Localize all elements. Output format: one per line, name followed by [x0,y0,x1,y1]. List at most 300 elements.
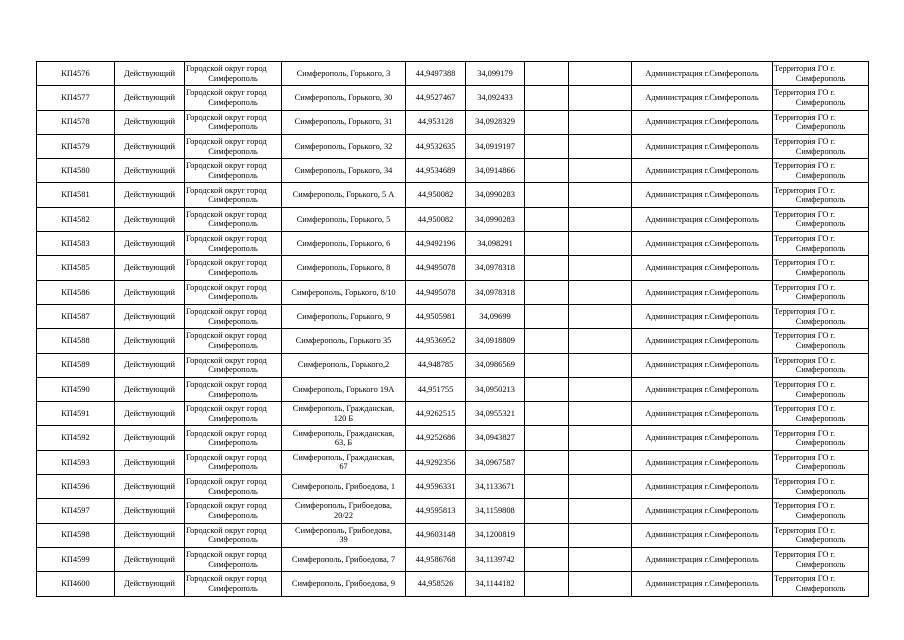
cell-id: КП4579 [37,134,115,158]
cell-territory-line: Территория ГО г. [774,331,836,341]
registry-table [36,61,869,597]
cell-district-line: Городской округ город [186,428,267,438]
cell-empty-2 [569,256,632,280]
cell-district [185,110,282,134]
cell-territory-line: Симферополь [795,462,846,472]
cell-district [185,183,282,207]
cell-district-line: Симферополь [208,73,258,83]
cell-territory-line: Симферополь [795,535,846,545]
cell-owner: Администрация г.Симферополь [632,377,773,401]
cell-address-line: Симферополь, Гражданская, [292,404,395,414]
cell-id: КП4578 [37,110,115,134]
cell-territory-line: Территория ГО г. [774,282,836,292]
cell-empty-1 [525,280,569,304]
cell-territory-line: Территория ГО г. [774,452,836,462]
cell-latitude: 44,9262515 [406,402,466,426]
table-row [37,304,869,328]
table-row [37,280,869,304]
cell-owner: Администрация г.Симферополь [632,232,773,256]
cell-empty-1 [525,353,569,377]
cell-territory-line: Симферополь [795,73,846,83]
cell-territory-line: Симферополь [795,583,846,593]
cell-latitude: 44,958526 [406,572,466,596]
cell-district-line: Городской округ город [186,112,267,122]
cell-address-line: 120 Б [333,413,354,423]
cell-latitude: 44,9492196 [406,232,466,256]
cell-territory [773,402,869,426]
cell-district [185,450,282,474]
cell-address-line: Симферополь, Грибоедова, 7 [291,554,396,564]
table-row [37,523,869,547]
cell-status: Действующий [115,475,185,499]
cell-district [185,353,282,377]
cell-territory-line: Симферополь [795,268,846,278]
cell-owner: Администрация г.Симферополь [632,475,773,499]
cell-owner: Администрация г.Симферополь [632,329,773,353]
cell-status: Действующий [115,377,185,401]
cell-empty-1 [525,475,569,499]
cell-district-line: Симферополь [208,170,258,180]
cell-address [282,499,406,523]
cell-longitude: 34,0914866 [466,159,525,183]
cell-district-line: Городской округ город [186,501,267,511]
cell-territory [773,207,869,231]
cell-address [282,232,406,256]
cell-territory-line: Территория ГО г. [774,136,836,146]
cell-address-line: Симферополь, Горького, 8 [296,263,391,273]
table-row [37,207,869,231]
cell-district-line: Симферополь [208,316,258,326]
cell-longitude: 34,0943827 [466,426,525,450]
cell-district-line: Симферополь [208,486,258,496]
cell-owner: Администрация г.Симферополь [632,499,773,523]
cell-latitude: 44,953128 [406,110,466,134]
cell-territory [773,62,869,86]
cell-id: КП4589 [37,353,115,377]
cell-territory [773,280,869,304]
cell-latitude: 44,951755 [406,377,466,401]
cell-id: КП4593 [37,450,115,474]
cell-id: КП4587 [37,304,115,328]
cell-district [185,377,282,401]
cell-district [185,134,282,158]
cell-district-line: Городской округ город [186,282,267,292]
cell-empty-2 [569,183,632,207]
table-row [37,450,869,474]
cell-empty-1 [525,159,569,183]
cell-district-line: Симферополь [208,243,258,253]
cell-address-line: Симферополь, Горького, 9 [296,311,391,321]
cell-territory [773,183,869,207]
cell-territory-line: Симферополь [795,122,846,132]
cell-empty-1 [525,86,569,110]
cell-address-line: 20/22 [333,510,354,520]
cell-address-line: Симферополь, Горького, 5 [296,214,391,224]
cell-status: Действующий [115,450,185,474]
cell-district-line: Симферополь [208,389,258,399]
cell-id: КП4598 [37,523,115,547]
cell-latitude: 44,9497388 [406,62,466,86]
cell-latitude: 44,950082 [406,207,466,231]
cell-status: Действующий [115,547,185,571]
cell-id: КП4597 [37,499,115,523]
cell-id: КП4590 [37,377,115,401]
cell-empty-2 [569,523,632,547]
cell-address [282,207,406,231]
cell-owner: Администрация г.Симферополь [632,110,773,134]
cell-latitude: 44,9536952 [406,329,466,353]
cell-status: Действующий [115,499,185,523]
cell-owner: Администрация г.Симферополь [632,547,773,571]
cell-latitude: 44,9534689 [406,159,466,183]
cell-longitude: 34,0978318 [466,280,525,304]
cell-territory-line: Симферополь [795,389,846,399]
cell-longitude: 34,0986569 [466,353,525,377]
cell-status: Действующий [115,304,185,328]
cell-territory-line: Территория ГО г. [774,88,836,98]
cell-territory-line: Симферополь [795,292,846,302]
cell-address [282,110,406,134]
cell-empty-2 [569,377,632,401]
cell-district-line: Городской округ город [186,525,267,535]
cell-district [185,572,282,596]
cell-district-line: Симферополь [208,97,258,107]
cell-district [185,232,282,256]
cell-empty-2 [569,426,632,450]
cell-latitude: 44,9586768 [406,547,466,571]
cell-empty-2 [569,159,632,183]
cell-territory [773,353,869,377]
cell-district-line: Симферополь [208,340,258,350]
cell-district-line: Симферополь [208,535,258,545]
cell-territory-line: Территория ГО г. [774,234,836,244]
cell-empty-1 [525,523,569,547]
cell-district-line: Симферополь [208,268,258,278]
cell-id: КП4600 [37,572,115,596]
cell-id: КП4581 [37,183,115,207]
cell-address-line: 67 [339,462,348,472]
cell-empty-1 [525,110,569,134]
cell-district-line: Городской округ город [186,355,267,365]
cell-address [282,353,406,377]
cell-empty-1 [525,134,569,158]
cell-empty-1 [525,572,569,596]
cell-district-line: Симферополь [208,122,258,132]
cell-owner: Администрация г.Симферополь [632,353,773,377]
cell-address [282,134,406,158]
cell-owner: Администрация г.Симферополь [632,450,773,474]
table-row [37,62,869,86]
cell-district-line: Городской округ город [186,234,267,244]
cell-id: КП4596 [37,475,115,499]
cell-longitude: 34,0990283 [466,207,525,231]
cell-territory [773,86,869,110]
cell-territory [773,475,869,499]
cell-address-line: Симферополь, Горького, 8/10 [291,287,396,297]
cell-empty-1 [525,256,569,280]
cell-empty-2 [569,353,632,377]
cell-territory-line: Территория ГО г. [774,379,836,389]
cell-empty-2 [569,499,632,523]
cell-latitude: 44,9252686 [406,426,466,450]
cell-status: Действующий [115,353,185,377]
cell-territory-line: Территория ГО г. [774,404,836,414]
table-row [37,232,869,256]
cell-territory [773,377,869,401]
cell-district-line: Городской округ город [186,307,267,317]
cell-territory-line: Симферополь [795,219,846,229]
cell-territory-line: Симферополь [795,438,846,448]
table-row [37,426,869,450]
cell-status: Действующий [115,329,185,353]
cell-territory [773,450,869,474]
cell-district-line: Симферополь [208,438,258,448]
cell-territory-line: Территория ГО г. [774,112,836,122]
cell-status: Действующий [115,523,185,547]
cell-owner: Администрация г.Симферополь [632,159,773,183]
cell-address [282,402,406,426]
table-row [37,134,869,158]
cell-longitude: 34,0950213 [466,377,525,401]
cell-district-line: Городской округ город [186,452,267,462]
cell-territory [773,499,869,523]
cell-empty-2 [569,304,632,328]
cell-address [282,426,406,450]
cell-district-line: Симферополь [208,195,258,205]
cell-status: Действующий [115,572,185,596]
cell-id: КП4577 [37,86,115,110]
cell-territory-line: Симферополь [795,195,846,205]
cell-longitude: 34,1133671 [466,475,525,499]
cell-address [282,572,406,596]
cell-district-line: Городской округ город [186,136,267,146]
cell-id: КП4583 [37,232,115,256]
cell-district [185,86,282,110]
cell-district [185,426,282,450]
cell-empty-2 [569,402,632,426]
cell-address [282,547,406,571]
cell-id: КП4592 [37,426,115,450]
cell-territory-line: Территория ГО г. [774,549,836,559]
cell-district [185,280,282,304]
cell-address [282,377,406,401]
cell-empty-1 [525,304,569,328]
cell-empty-2 [569,134,632,158]
cell-district-line: Городской округ город [186,185,267,195]
cell-latitude: 44,9527467 [406,86,466,110]
cell-empty-2 [569,62,632,86]
cell-owner: Администрация г.Симферополь [632,183,773,207]
cell-address-line: Симферополь, Гражданская, [292,428,395,438]
cell-longitude: 34,0955321 [466,402,525,426]
cell-address [282,475,406,499]
cell-longitude: 34,1139742 [466,547,525,571]
cell-territory-line: Территория ГО г. [774,574,836,584]
cell-territory-line: Территория ГО г. [774,209,836,219]
cell-territory-line: Симферополь [795,146,846,156]
cell-status: Действующий [115,183,185,207]
cell-address-line: 39 [339,535,348,545]
cell-address [282,280,406,304]
cell-id: КП4599 [37,547,115,571]
cell-territory-line: Симферополь [795,97,846,107]
cell-id: КП4585 [37,256,115,280]
cell-territory-line: Территория ГО г. [774,64,836,74]
cell-longitude: 34,0978318 [466,256,525,280]
table-row [37,475,869,499]
cell-address [282,450,406,474]
cell-empty-2 [569,207,632,231]
cell-territory-line: Территория ГО г. [774,258,836,268]
cell-territory-line: Территория ГО г. [774,428,836,438]
cell-district-line: Городской округ город [186,331,267,341]
cell-latitude: 44,9495078 [406,256,466,280]
cell-longitude: 34,09699 [466,304,525,328]
cell-empty-1 [525,426,569,450]
table-row [37,86,869,110]
table-row [37,377,869,401]
cell-district-line: Симферополь [208,219,258,229]
cell-latitude: 44,948785 [406,353,466,377]
cell-address-line: Симферополь, Горького 19А [292,384,395,394]
cell-address [282,183,406,207]
cell-territory [773,232,869,256]
cell-owner: Администрация г.Симферополь [632,426,773,450]
cell-district [185,547,282,571]
cell-status: Действующий [115,159,185,183]
cell-address [282,329,406,353]
cell-empty-2 [569,329,632,353]
cell-address-line: Симферополь, Грибоедова, [295,525,392,535]
cell-latitude: 44,9505981 [406,304,466,328]
cell-territory [773,572,869,596]
cell-territory-line: Симферополь [795,340,846,350]
table-row [37,547,869,571]
cell-territory-line: Территория ГО г. [774,525,836,535]
cell-district [185,256,282,280]
cell-longitude: 34,0919197 [466,134,525,158]
cell-district-line: Симферополь [208,146,258,156]
cell-territory [773,547,869,571]
cell-longitude: 34,099179 [466,62,525,86]
cell-status: Действующий [115,134,185,158]
cell-district-line: Симферополь [208,559,258,569]
cell-status: Действующий [115,86,185,110]
cell-territory-line: Симферополь [795,559,846,569]
cell-empty-2 [569,450,632,474]
cell-territory [773,159,869,183]
table-row [37,402,869,426]
cell-owner: Администрация г.Симферополь [632,256,773,280]
cell-empty-1 [525,232,569,256]
cell-address-line: 63, Б [334,438,353,448]
cell-empty-2 [569,547,632,571]
cell-territory-line: Симферополь [795,243,846,253]
cell-id: КП4576 [37,62,115,86]
cell-owner: Администрация г.Симферополь [632,207,773,231]
cell-district-line: Городской округ город [186,477,267,487]
cell-district-line: Городской округ город [186,88,267,98]
cell-empty-2 [569,280,632,304]
cell-id: КП4580 [37,159,115,183]
cell-address-line: Симферополь, Горького, 3 [296,68,391,78]
cell-empty-1 [525,450,569,474]
cell-owner: Администрация г.Симферополь [632,134,773,158]
cell-territory-line: Территория ГО г. [774,355,836,365]
cell-territory-line: Симферополь [795,316,846,326]
cell-address [282,86,406,110]
table-row [37,256,869,280]
cell-longitude: 34,1144182 [466,572,525,596]
cell-territory-line: Территория ГО г. [774,477,836,487]
cell-empty-1 [525,402,569,426]
cell-owner: Администрация г.Симферополь [632,86,773,110]
table-row [37,329,869,353]
cell-id: КП4582 [37,207,115,231]
cell-district [185,475,282,499]
cell-district-line: Городской округ город [186,574,267,584]
cell-district-line: Городской округ город [186,258,267,268]
cell-district [185,499,282,523]
cell-longitude: 34,0967587 [466,450,525,474]
cell-status: Действующий [115,402,185,426]
cell-latitude: 44,950082 [406,183,466,207]
cell-territory-line: Симферополь [795,365,846,375]
cell-district-line: Городской округ город [186,209,267,219]
cell-longitude: 34,092433 [466,86,525,110]
cell-district-line: Симферополь [208,292,258,302]
cell-district-line: Симферополь [208,462,258,472]
cell-status: Действующий [115,256,185,280]
cell-territory [773,110,869,134]
cell-district-line: Симферополь [208,365,258,375]
cell-empty-2 [569,572,632,596]
cell-status: Действующий [115,62,185,86]
cell-empty-2 [569,475,632,499]
cell-owner: Администрация г.Симферополь [632,280,773,304]
cell-owner: Администрация г.Симферополь [632,62,773,86]
cell-territory [773,256,869,280]
cell-district-line: Городской округ город [186,161,267,171]
cell-owner: Администрация г.Симферополь [632,304,773,328]
cell-address-line: Симферополь, Грибоедова, 1 [291,481,396,491]
cell-district-line: Городской округ город [186,64,267,74]
cell-latitude: 44,9495078 [406,280,466,304]
cell-latitude: 44,9603148 [406,523,466,547]
cell-status: Действующий [115,426,185,450]
cell-address-line: Симферополь, Горького, 31 [294,117,393,127]
cell-status: Действующий [115,232,185,256]
table-row [37,572,869,596]
cell-district-line: Симферополь [208,510,258,520]
cell-address-line: Симферополь, Горького, 34 [294,166,393,176]
cell-longitude: 34,0990283 [466,183,525,207]
cell-district-line: Городской округ город [186,379,267,389]
cell-longitude: 34,1159808 [466,499,525,523]
cell-address-line: Симферополь, Горького, 32 [294,141,393,151]
cell-district [185,402,282,426]
cell-owner: Администрация г.Симферополь [632,572,773,596]
cell-empty-1 [525,183,569,207]
cell-address [282,523,406,547]
cell-district-line: Симферополь [208,583,258,593]
cell-empty-2 [569,86,632,110]
cell-longitude: 34,098291 [466,232,525,256]
cell-empty-1 [525,62,569,86]
cell-territory-line: Территория ГО г. [774,501,836,511]
cell-district-line: Симферополь [208,413,258,423]
cell-territory-line: Симферополь [795,510,846,520]
